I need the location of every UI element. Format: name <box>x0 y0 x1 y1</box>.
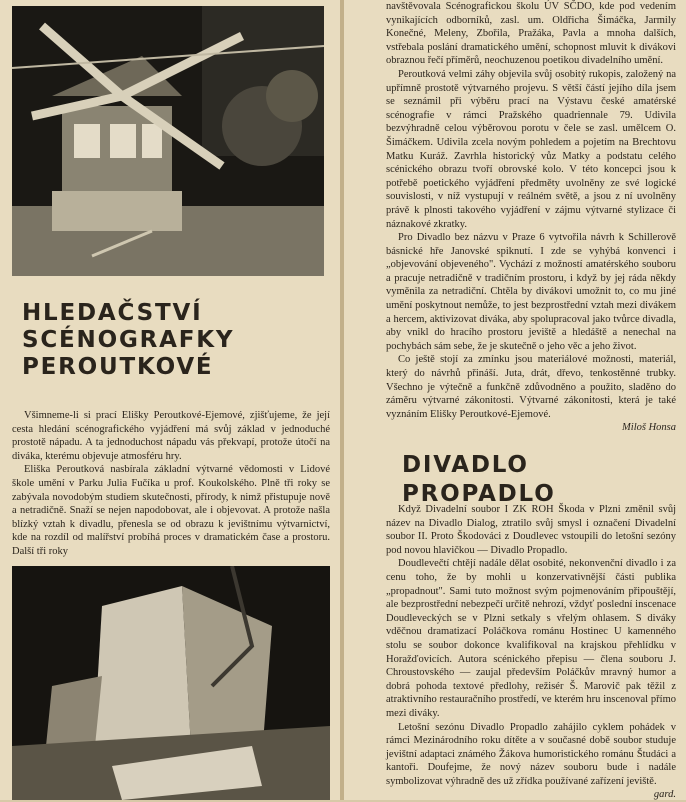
title-line: SCÉNOGRAFKY <box>22 327 235 353</box>
title-line: DIVADLO <box>402 452 529 478</box>
article-body-left <box>12 409 330 559</box>
stage-drapes-photo <box>12 566 330 800</box>
paragraph: Peroutková velmi záhy objevila svůj osobitý rukopis, založený na upřímně prostotě výtvarného projevu. S větší částí jejího díla jsem se seznámil při výběru prací na Výstavu české amatérské scénografie v rámci Pražského quadriennale 79. Udivila bezvýhradně celou výběrovou porotu v čele se zasl. umělcem O. Šimáčkem. Udivila zcela novým pohledem a pojetím na Brechtovu Matku Kuráž. Zavrhla historický vůz Matky a podstatu celého scénického obrazu tvoří obrovské kolo. V této koncepci jsou k potřebě poetického vyjádření předměty uvolněny ze své logické souvislosti, v níž vystupují v reálném světě, a jsou z ní uvolněny právě k plnosti takového vyjádření v zájmu výtvarné stylizace či náznakové zkratky. <box>386 68 676 230</box>
paragraph: Doudlevečtí chtějí nadále dělat osobité, nekonvenční divadlo i za cenu toho, že by mohli u konzervativnější části publika „propadnout". Sami tuto možnost svým pojmenováním připouštějí, ale bezprostřední nebezpečí určitě nehrozí, vždyť poslední inscenace Doudleveckých se v Plzni setkaly s vřelým ohlasem. S diváky vděčnou dramatizací Poláčkova románu Hostinec U kamenného stolu se soubor dokonce kvalifikoval na krajskou přehlídku v Horažďovicích. Autora scénického přepisu — člena souboru J. Chroustovského — zaujal především Poláčkův mravný humor a dobrá pohoda textové předlohy, režisér Š. Marovič pak těžil z atraktivního restauračního prostředí, ve kterém hru inscenoval přímo mezi diváky. <box>386 558 676 719</box>
paragraph: Co ještě stojí za zmínku jsou materiálové možnosti, materiál, který do návrhů přináší. Juta, drát, dřevo, tenkostěnné trubky. Všechno je výtečně a funkčně zdůvodněno a použito, sladěno do záměru výtvarné zákonitosti. Výtvarné zákonitosti, která je také vyznáním Elišky Peroutkové-Ejemové. <box>386 354 676 420</box>
author-signature: gard. <box>653 789 676 801</box>
title-line: HLEDAČSTVÍ <box>22 300 203 326</box>
article-title-propadlo <box>402 451 672 509</box>
article-title-peroutkova <box>22 300 322 381</box>
windmill-stage-photo <box>12 6 324 276</box>
title-line: PEROUTKOVÉ <box>22 354 214 380</box>
author-signature: Miloš Honsa <box>622 422 676 434</box>
paragraph: Všimneme-li si prací Elišky Peroutkové-Ejemové, zjišťujeme, že její cesta hledání scénografického vyjádření má svůj základ v jednoduché prostotě nápadu. A ta jednoduchost nápadu vás překvapí, protože útočí na diváka, kterému objevuje atmosféru hry. <box>12 410 330 462</box>
paragraph: Když Divadelní soubor I ZK ROH Škoda v Plzni změnil svůj název na Divadlo Dialog, ztratilo svůj smysl i označení Divadelní soubor II. Proto Škodováci z Doudlevec vstoupili do letošní sezóny pod novou hlavičkou — Divadlo Propadlo. <box>386 504 676 556</box>
title-line: PROPADLO <box>402 481 556 507</box>
paragraph: Pro Divadlo bez názvu v Praze 6 vytvořila návrh k Schillerově básnické hře Janovské spiknutí. I zde se vyhýbá konvenci i „objevování objeveného". Vychází z možností amatérského souboru a pracuje netradičně v tradičním prostoru, i když by jej ráda někdy vyměnila za netradiční. Chtěla by divákovi umožnit to, co mu jiné umění poskytnout nemůže, to jest bezprostřední vztah mezi divákem a hercem, aktivizovat diváka, aby spolupracoval jako tvůrce divadla, aby vnikl do hracího prostoru jeviště a hledáště a nenechal na pochybách sám sebe, že je skutečně o jeho věc a jeho život. <box>386 232 676 352</box>
paragraph: navštěvovala Scénografickou školu ÚV SČDO, kde pod vedením vynikajících odborníků, zasl. um. Oldřicha Šimáčka, Jarmily Konečné, Meleny, Zbořila, Pražáka, Pavla a mnoha dalších, vstřebala poslání dramatického umění, schopnost mluvit k divákovi obraznou řečí příměrů, neochuzenou poetikou divadelního umění. <box>386 1 676 67</box>
paragraph: Eliška Peroutková nasbírala základní výtvarné vědomosti v Lidové škole umění v Parku Julia Fučíka u prof. Koukolského. Plně tři roky se zabývala novodobým studiem skutečnosti, přírody, k nimž přistupuje nově a netradičně. Snaží se nejen napodobovat, ale i objevovat. A protože našla blízký vztah k divadlu, přenesla se od obrazu k jevištnímu výtvarnictví, kde na rozdíl od malířství probíhá proces v dramatickém čase a prostoru. Další tři roky <box>12 464 330 557</box>
article-body-continued <box>386 0 676 435</box>
paragraph: Letošní sezónu Divadlo Propadlo zahájilo cyklem pohádek v rámci Mezinárodního roku dítěte a v současné době soubor studuje jevištní adaptaci známého Žákova humoristického románu Študáci a kantoři. Doufejme, že nový název souboru bude i nadále symbolizovat výhradně des už zřídka používané zařízení jeviště. <box>386 721 676 787</box>
article-body-propadlo <box>386 503 676 802</box>
